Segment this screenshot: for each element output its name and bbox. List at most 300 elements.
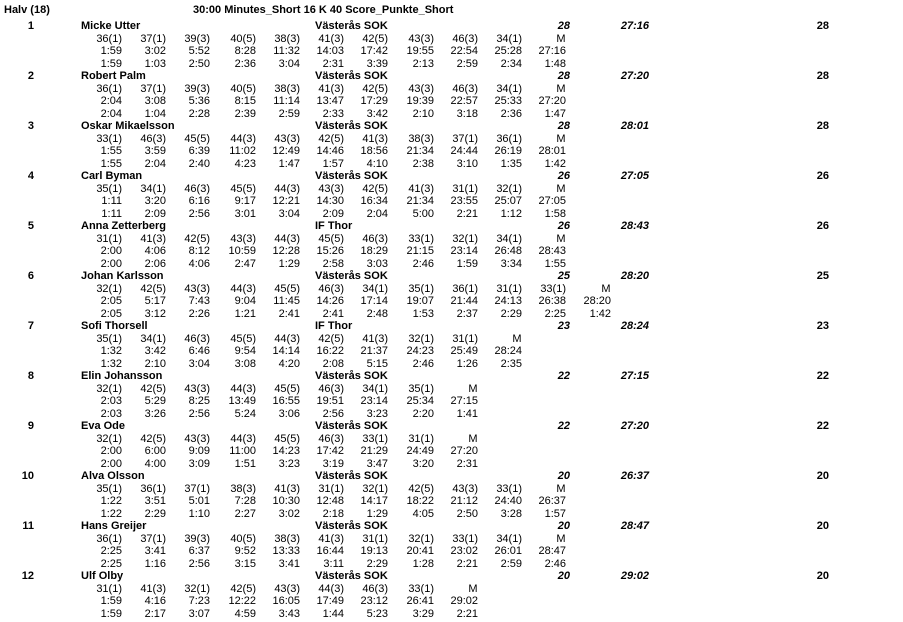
- split-time: 3:29: [412, 607, 434, 620]
- control-code: 36(1): [96, 82, 122, 95]
- cumulative-time: 28:01: [538, 145, 566, 157]
- split-time: 2:21: [456, 207, 478, 220]
- control-code: 45(5): [274, 432, 300, 445]
- split-time: 2:04: [366, 207, 388, 220]
- cumulative-time: 14:03: [316, 45, 344, 57]
- runner-club: Västerås SOK: [315, 470, 388, 482]
- split-time: 1:35: [500, 157, 522, 170]
- cumulative-time: 3:59: [144, 145, 166, 157]
- runner-club: Västerås SOK: [315, 70, 388, 82]
- cumulative-time: 5:17: [144, 295, 166, 307]
- control-code: 43(3): [408, 32, 434, 45]
- runner-club: Västerås SOK: [315, 270, 388, 282]
- split-time: 3:28: [500, 507, 522, 520]
- split-time: 1:57: [544, 507, 566, 520]
- cumulative-time: 24:49: [406, 445, 434, 457]
- cumulative-time: 13:49: [228, 395, 256, 407]
- cumulative-time: 1:22: [100, 495, 122, 507]
- cumulative-time: 14:14: [272, 345, 300, 357]
- control-code: M: [556, 532, 566, 545]
- runner-points: 20: [816, 470, 829, 482]
- cumulative-time: 1:32: [100, 345, 122, 357]
- cumulative-time: 21:29: [360, 445, 388, 457]
- control-code: 44(3): [274, 182, 300, 195]
- cumulative-time: 11:32: [273, 45, 300, 57]
- cumulative-time: 25:49: [450, 345, 478, 357]
- runner-points: 20: [816, 570, 829, 582]
- split-time: 2:56: [188, 557, 210, 570]
- cumulative-time: 28:47: [538, 545, 566, 557]
- cumulative-time: 6:46: [188, 345, 210, 357]
- cumulative-time: 4:06: [144, 245, 166, 257]
- cumulative-time: 2:05: [100, 295, 122, 307]
- cumulative-time: 26:48: [494, 245, 522, 257]
- split-time: 1:55: [100, 157, 122, 170]
- split-time: 2:58: [322, 257, 344, 270]
- cumulative-time: 21:12: [450, 495, 478, 507]
- split-time: 3:23: [278, 457, 300, 470]
- runner-score: 28: [557, 120, 570, 132]
- cumulative-time: 3:20: [144, 195, 166, 207]
- runner-club: Västerås SOK: [315, 120, 388, 132]
- split-time: 2:00: [100, 257, 122, 270]
- cumulative-time: 25:33: [494, 95, 522, 107]
- control-code: 32(1): [96, 282, 122, 295]
- split-time: 2:59: [500, 557, 522, 570]
- split-time: 1:12: [500, 207, 522, 220]
- split-time: 4:00: [144, 457, 166, 470]
- runner-place: 4: [27, 170, 34, 182]
- split-time: 4:59: [234, 607, 256, 620]
- control-code: 41(3): [274, 482, 300, 495]
- split-time: 3:39: [366, 57, 388, 70]
- cumulative-time: 22:54: [450, 45, 478, 57]
- runner-name: Hans Greijer: [81, 520, 147, 532]
- split-time: 2:04: [144, 157, 166, 170]
- cumulative-time: 11:02: [229, 145, 256, 157]
- cumulative-time: 7:43: [188, 295, 210, 307]
- control-code: 42(5): [140, 432, 166, 445]
- split-time: 3:10: [456, 157, 478, 170]
- split-time: 2:41: [278, 307, 300, 320]
- cumulative-time: 21:15: [406, 245, 434, 257]
- control-code: 45(5): [184, 132, 210, 145]
- split-time: 2:40: [188, 157, 210, 170]
- control-code: 41(3): [318, 82, 344, 95]
- runner-score: 28: [557, 20, 570, 32]
- runner-place: 1: [27, 20, 34, 32]
- control-code: 44(3): [274, 232, 300, 245]
- split-time: 1:03: [144, 57, 166, 70]
- control-code: 32(1): [452, 232, 478, 245]
- runner-time: 27:16: [620, 20, 649, 32]
- control-code: 31(1): [452, 332, 478, 345]
- cumulative-time: 26:01: [494, 545, 522, 557]
- split-time: 1:55: [544, 257, 566, 270]
- control-code: 38(3): [274, 32, 300, 45]
- cumulative-time: 16:34: [360, 195, 388, 207]
- split-time: 4:05: [412, 507, 434, 520]
- cumulative-time: 8:25: [188, 395, 210, 407]
- split-time: 3:04: [188, 357, 210, 370]
- cumulative-time: 8:28: [234, 45, 256, 57]
- runner-points: 20: [816, 520, 829, 532]
- split-time: 5:23: [366, 607, 388, 620]
- cumulative-time: 24:44: [450, 145, 478, 157]
- split-time: 2:46: [544, 557, 566, 570]
- cumulative-time: 5:52: [188, 45, 210, 57]
- control-code: 31(1): [318, 482, 344, 495]
- control-code: 34(1): [496, 532, 522, 545]
- split-time: 3:01: [234, 207, 256, 220]
- runner-time: 26:37: [620, 470, 649, 482]
- split-time: 2:18: [322, 507, 344, 520]
- cumulative-time: 27:15: [450, 395, 478, 407]
- cumulative-time: 12:28: [272, 245, 300, 257]
- split-time: 2:35: [500, 357, 522, 370]
- split-time: 2:29: [500, 307, 522, 320]
- cumulative-time: 1:59: [100, 595, 122, 607]
- cumulative-time: 16:55: [272, 395, 300, 407]
- split-time: 3:23: [366, 407, 388, 420]
- split-time: 5:00: [412, 207, 434, 220]
- cumulative-time: 12:22: [228, 595, 256, 607]
- cumulative-time: 23:14: [360, 395, 388, 407]
- runner-points: 26: [816, 220, 829, 232]
- split-time: 1:53: [412, 307, 434, 320]
- cumulative-time: 23:55: [450, 195, 478, 207]
- runner-time: 28:43: [620, 220, 649, 232]
- cumulative-time: 5:29: [144, 395, 166, 407]
- control-code: M: [556, 182, 566, 195]
- cumulative-time: 1:11: [101, 195, 122, 207]
- runner-time: 27:15: [620, 370, 649, 382]
- control-code: 36(1): [496, 132, 522, 145]
- split-time: 3:11: [323, 557, 344, 570]
- split-time: 1:29: [278, 257, 300, 270]
- runner-name: Sofi Thorsell: [81, 320, 148, 332]
- runner-place: 6: [27, 270, 34, 282]
- cumulative-time: 29:02: [450, 595, 478, 607]
- split-time: 3:07: [188, 607, 210, 620]
- cumulative-time: 14:26: [316, 295, 344, 307]
- control-code: 37(1): [140, 82, 166, 95]
- control-code: 37(1): [140, 32, 166, 45]
- control-code: 46(3): [452, 82, 478, 95]
- split-time: 1:28: [412, 557, 434, 570]
- cumulative-time: 5:36: [188, 95, 210, 107]
- cumulative-time: 2:04: [100, 95, 122, 107]
- control-code: 44(3): [318, 582, 344, 595]
- control-code: 34(1): [362, 282, 388, 295]
- cumulative-time: 6:37: [188, 545, 210, 557]
- control-code: 46(3): [362, 582, 388, 595]
- cumulative-time: 18:29: [360, 245, 388, 257]
- cumulative-time: 13:33: [272, 545, 300, 557]
- control-code: 42(5): [140, 382, 166, 395]
- cumulative-time: 9:04: [234, 295, 256, 307]
- split-time: 1:51: [234, 457, 256, 470]
- control-code: 33(1): [408, 582, 434, 595]
- control-code: 42(5): [140, 282, 166, 295]
- control-code: 33(1): [408, 232, 434, 245]
- split-time: 2:50: [188, 57, 210, 70]
- cumulative-time: 27:16: [538, 45, 566, 57]
- split-time: 1:10: [188, 507, 210, 520]
- split-time: 3:04: [278, 207, 300, 220]
- control-code: 46(3): [140, 132, 166, 145]
- runner-club: Västerås SOK: [315, 20, 388, 32]
- split-time: 2:56: [188, 207, 210, 220]
- split-time: 3:08: [234, 357, 256, 370]
- control-code: 46(3): [362, 232, 388, 245]
- cumulative-time: 25:07: [494, 195, 522, 207]
- cumulative-time: 1:55: [100, 145, 122, 157]
- runner-name: Micke Utter: [81, 20, 141, 32]
- split-time: 2:34: [500, 57, 522, 70]
- runner-time: 28:01: [620, 120, 649, 132]
- control-code: 44(3): [230, 432, 256, 445]
- control-code: 43(3): [230, 232, 256, 245]
- control-code: 38(3): [408, 132, 434, 145]
- control-code: 44(3): [230, 382, 256, 395]
- split-time: 2:39: [234, 107, 256, 120]
- cumulative-time: 12:21: [272, 195, 300, 207]
- control-code: 41(3): [140, 582, 166, 595]
- control-code: 33(1): [362, 432, 388, 445]
- runner-score: 20: [557, 570, 570, 582]
- split-time: 1:57: [322, 157, 344, 170]
- control-code: 34(1): [140, 182, 166, 195]
- runner-score: 20: [557, 520, 570, 532]
- cumulative-time: 23:12: [360, 595, 388, 607]
- split-time: 1:26: [456, 357, 478, 370]
- split-time: 2:48: [366, 307, 388, 320]
- control-code: 45(5): [318, 232, 344, 245]
- cumulative-time: 3:41: [144, 545, 166, 557]
- split-time: 2:29: [144, 507, 166, 520]
- control-code: 31(1): [496, 282, 522, 295]
- split-time: 1:44: [322, 607, 344, 620]
- control-code: 35(1): [408, 382, 434, 395]
- runner-name: Robert Palm: [81, 70, 146, 82]
- cumulative-time: 2:00: [100, 245, 122, 257]
- control-code: 44(3): [230, 132, 256, 145]
- split-time: 1:11: [101, 207, 122, 220]
- split-time: 3:47: [366, 457, 388, 470]
- cumulative-time: 26:37: [538, 495, 566, 507]
- runner-place: 7: [27, 320, 34, 332]
- cumulative-time: 9:54: [234, 345, 256, 357]
- control-code: 35(1): [408, 282, 434, 295]
- cumulative-time: 13:47: [316, 95, 344, 107]
- cumulative-time: 3:51: [144, 495, 166, 507]
- runner-points: 23: [816, 320, 829, 332]
- split-time: 1:48: [544, 57, 566, 70]
- cumulative-time: 21:37: [360, 345, 388, 357]
- control-code: 38(3): [274, 82, 300, 95]
- runner-place: 12: [21, 570, 34, 582]
- runner-name: Johan Karlsson: [81, 270, 164, 282]
- control-code: 32(1): [408, 332, 434, 345]
- cumulative-time: 8:15: [234, 95, 256, 107]
- cumulative-time: 11:45: [273, 295, 300, 307]
- runner-club: Västerås SOK: [315, 570, 388, 582]
- split-time: 1:04: [144, 107, 166, 120]
- cumulative-time: 27:20: [450, 445, 478, 457]
- runner-points: 25: [816, 270, 829, 282]
- runner-place: 10: [21, 470, 34, 482]
- cumulative-time: 2:00: [100, 445, 122, 457]
- split-time: 2:09: [322, 207, 344, 220]
- runner-score: 26: [557, 170, 570, 182]
- split-time: 2:47: [234, 257, 256, 270]
- control-code: 32(1): [408, 532, 434, 545]
- runner-place: 9: [27, 420, 34, 432]
- runner-points: 28: [816, 120, 829, 132]
- split-time: 2:59: [456, 57, 478, 70]
- cumulative-time: 27:05: [538, 195, 566, 207]
- control-code: 37(1): [140, 532, 166, 545]
- runner-points: 28: [816, 70, 829, 82]
- control-code: M: [512, 332, 522, 345]
- split-time: 1:41: [456, 407, 478, 420]
- runner-time: 27:05: [620, 170, 649, 182]
- cumulative-time: 19:51: [316, 395, 344, 407]
- split-time: 2:17: [144, 607, 166, 620]
- split-time: 2:04: [100, 107, 122, 120]
- control-code: 35(1): [96, 182, 122, 195]
- control-code: M: [468, 582, 478, 595]
- control-code: 41(3): [362, 332, 388, 345]
- split-time: 2:33: [322, 107, 344, 120]
- split-time: 3:20: [412, 457, 434, 470]
- cumulative-time: 16:05: [272, 595, 300, 607]
- cumulative-time: 2:25: [100, 545, 122, 557]
- split-time: 2:56: [188, 407, 210, 420]
- cumulative-time: 23:02: [450, 545, 478, 557]
- split-time: 2:10: [144, 357, 166, 370]
- cumulative-time: 3:02: [144, 45, 166, 57]
- runner-name: Alva Olsson: [81, 470, 145, 482]
- split-time: 3:42: [366, 107, 388, 120]
- runner-club: IF Thor: [315, 320, 353, 332]
- control-code: 31(1): [362, 532, 388, 545]
- control-code: M: [468, 382, 478, 395]
- control-code: 32(1): [96, 432, 122, 445]
- control-code: 35(1): [96, 482, 122, 495]
- split-time: 4:06: [188, 257, 210, 270]
- split-time: 3:26: [144, 407, 166, 420]
- split-time: 3:06: [278, 407, 300, 420]
- runner-time: 27:20: [620, 420, 649, 432]
- control-code: 42(5): [362, 32, 388, 45]
- runner-points: 22: [816, 420, 829, 432]
- runner-club: Västerås SOK: [315, 170, 388, 182]
- cumulative-time: 6:00: [144, 445, 166, 457]
- control-code: 46(3): [318, 282, 344, 295]
- control-code: 37(1): [452, 132, 478, 145]
- control-code: 33(1): [96, 132, 122, 145]
- control-code: 45(5): [274, 282, 300, 295]
- cumulative-time: 24:13: [494, 295, 522, 307]
- control-code: 40(5): [230, 32, 256, 45]
- split-time: 2:25: [544, 307, 566, 320]
- split-time: 1:16: [144, 557, 166, 570]
- control-code: 33(1): [452, 532, 478, 545]
- split-time: 2:28: [188, 107, 210, 120]
- cumulative-time: 10:30: [272, 495, 300, 507]
- control-code: 43(3): [274, 582, 300, 595]
- course-info: 30:00 Minutes_Short 16 K 40 Score_Punkte_Short: [193, 4, 454, 16]
- split-time: 2:36: [500, 107, 522, 120]
- control-code: 37(1): [184, 482, 210, 495]
- cumulative-time: 11:14: [273, 95, 300, 107]
- control-code: M: [556, 232, 566, 245]
- control-code: M: [556, 82, 566, 95]
- runner-place: 3: [27, 120, 34, 132]
- control-code: 42(5): [362, 82, 388, 95]
- cumulative-time: 17:42: [360, 45, 388, 57]
- cumulative-time: 2:03: [100, 395, 122, 407]
- control-code: 36(1): [140, 482, 166, 495]
- control-code: 45(5): [230, 332, 256, 345]
- split-time: 3:09: [188, 457, 210, 470]
- control-code: 41(3): [408, 182, 434, 195]
- runner-name: Eva Ode: [81, 420, 126, 432]
- control-code: 38(3): [230, 482, 256, 495]
- cumulative-time: 3:08: [144, 95, 166, 107]
- split-time: 1:29: [366, 507, 388, 520]
- split-time: 2:03: [100, 407, 122, 420]
- cumulative-time: 18:56: [360, 145, 388, 157]
- cumulative-time: 26:41: [406, 595, 434, 607]
- control-code: M: [556, 32, 566, 45]
- runner-score: 22: [557, 420, 570, 432]
- control-code: M: [468, 432, 478, 445]
- split-time: 3:15: [234, 557, 256, 570]
- cumulative-time: 3:42: [144, 345, 166, 357]
- cumulative-time: 9:17: [234, 195, 256, 207]
- cumulative-time: 22:57: [450, 95, 478, 107]
- control-code: 34(1): [362, 382, 388, 395]
- control-code: 43(3): [184, 432, 210, 445]
- control-code: M: [556, 132, 566, 145]
- cumulative-time: 27:20: [538, 95, 566, 107]
- cumulative-time: 17:49: [316, 595, 344, 607]
- runner-time: 28:47: [620, 520, 649, 532]
- split-time: 3:12: [144, 307, 166, 320]
- split-time: 1:59: [456, 257, 478, 270]
- split-time: 1:42: [589, 307, 611, 320]
- split-time: 1:47: [278, 157, 300, 170]
- cumulative-time: 11:00: [229, 445, 256, 457]
- runner-name: Elin Johansson: [81, 370, 163, 382]
- cumulative-time: 8:12: [188, 245, 210, 257]
- control-code: 39(3): [184, 82, 210, 95]
- control-code: 41(3): [318, 532, 344, 545]
- split-time: 2:08: [322, 357, 344, 370]
- runner-points: 26: [816, 170, 829, 182]
- split-time: 1:58: [544, 207, 566, 220]
- control-code: 43(3): [318, 182, 344, 195]
- split-time: 2:05: [100, 307, 122, 320]
- control-code: 43(3): [408, 82, 434, 95]
- split-time: 1:47: [544, 107, 566, 120]
- control-code: 43(3): [452, 482, 478, 495]
- cumulative-time: 19:39: [406, 95, 434, 107]
- control-code: 34(1): [140, 332, 166, 345]
